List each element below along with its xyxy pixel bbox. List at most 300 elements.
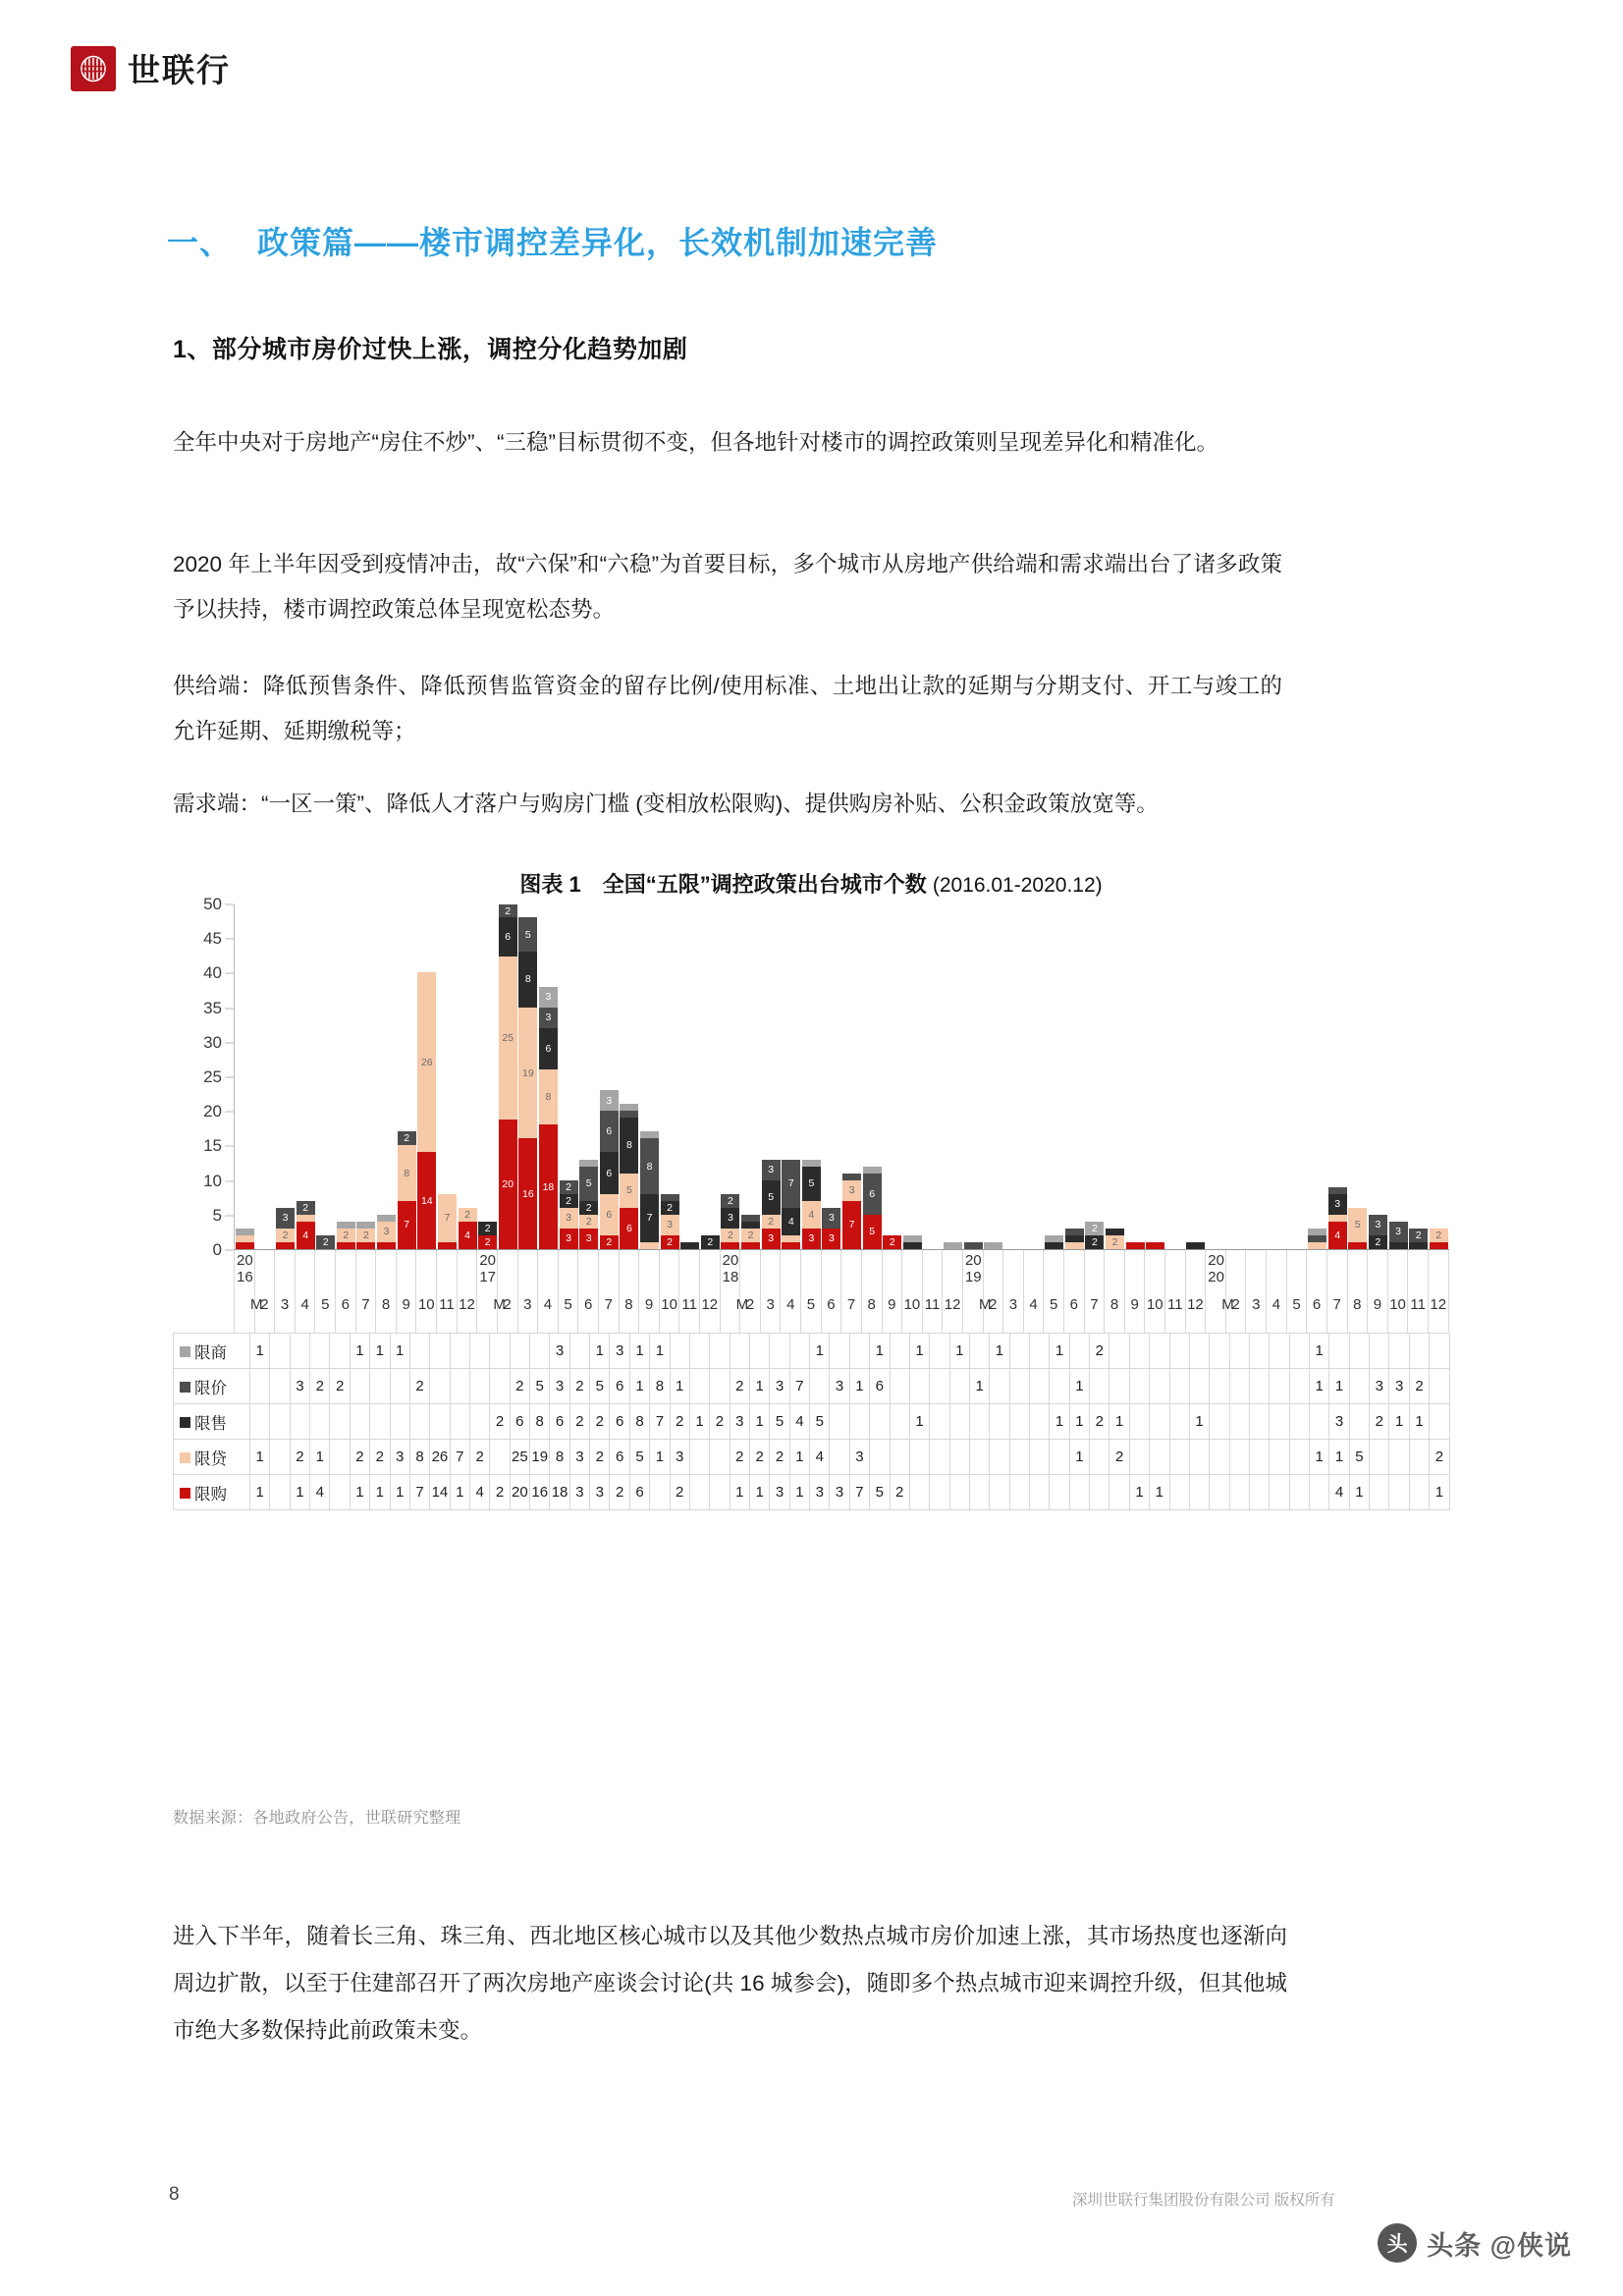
- legend-swatch-icon: [180, 1382, 190, 1393]
- table-cell: 1: [250, 1475, 270, 1510]
- bar-value-label: 19: [521, 1066, 534, 1079]
- bar-column: [1429, 904, 1449, 1249]
- x-axis-month-label: 6: [1069, 1296, 1078, 1313]
- table-cell: [1169, 1369, 1189, 1404]
- table-cell: [1210, 1475, 1229, 1510]
- table-cell: [1069, 1475, 1089, 1510]
- bar-segment: [741, 1215, 760, 1222]
- table-cell: [1310, 1404, 1329, 1440]
- bar-segment: [518, 952, 537, 1007]
- x-axis-month-label: 10: [1389, 1296, 1406, 1313]
- paragraph-2: 2020 年上半年因受到疫情冲击，故“六保”和“六稳”为首要目标，多个城市从房地产供给端和需求端出台了诸多政策予以扶持，楼市调控政策总体呈现宽松态势。: [173, 552, 1282, 622]
- bar-column: [984, 904, 1004, 1249]
- table-cell: [810, 1369, 830, 1404]
- table-cell: 1: [749, 1475, 769, 1510]
- table-cell: [430, 1334, 450, 1369]
- table-cell: 1: [390, 1475, 409, 1510]
- bar-value-label: 3: [606, 1094, 613, 1107]
- table-cell: [1389, 1334, 1409, 1369]
- table-row-label-text: 限贷: [194, 1449, 227, 1468]
- figure-1: [173, 868, 1449, 1510]
- x-axis-month-label: 7: [361, 1296, 370, 1313]
- x-axis-month-label: 10: [661, 1296, 677, 1313]
- table-cell: 4: [469, 1475, 489, 1510]
- table-cell: 4: [810, 1440, 830, 1475]
- bar-segment: [782, 1242, 800, 1249]
- bar-segment: [762, 1215, 781, 1229]
- x-axis-month-label: 7: [846, 1296, 856, 1313]
- bar-value-label: 5: [768, 1190, 775, 1203]
- y-axis-tick-mark: [225, 904, 234, 905]
- table-cell: 2: [290, 1440, 309, 1475]
- x-axis-month-label: 2: [745, 1296, 755, 1313]
- x-axis-month-cell: [963, 1250, 992, 1333]
- bar-segment: [438, 1242, 457, 1249]
- x-axis-month-cell: [498, 1250, 518, 1333]
- bar-column: [498, 904, 518, 1249]
- table-cell: [1189, 1440, 1209, 1475]
- table-row: [174, 1404, 1450, 1440]
- bar-segment: [398, 1201, 416, 1249]
- bar-segment: [356, 1229, 375, 1242]
- bar-value-label: 2: [889, 1235, 895, 1248]
- bar-segment: [1328, 1222, 1347, 1249]
- x-axis-month-label: 4: [1271, 1296, 1281, 1313]
- table-cell: [650, 1475, 670, 1510]
- table-cell: [909, 1475, 929, 1510]
- table-cell: 5: [870, 1475, 890, 1510]
- table-cell: [830, 1334, 849, 1369]
- bar-value-label: 7: [646, 1212, 653, 1225]
- table-cell: [870, 1404, 890, 1440]
- bar-segment: [377, 1215, 396, 1222]
- table-cell: 1: [450, 1475, 469, 1510]
- bar-value-label: 3: [1334, 1198, 1341, 1210]
- table-cell: [490, 1369, 510, 1404]
- y-axis-tick-mark: [225, 973, 234, 974]
- table-cell: 3: [550, 1369, 569, 1404]
- bar-value-label: 2: [606, 1235, 613, 1248]
- y-axis-tick-label: 0: [212, 1240, 222, 1259]
- table-cell: 1: [730, 1475, 749, 1510]
- table-cell: 3: [1329, 1404, 1349, 1440]
- x-axis-month-cell: [1408, 1250, 1429, 1333]
- bar-column: [902, 904, 923, 1249]
- table-cell: [330, 1334, 350, 1369]
- table-cell: 4: [310, 1475, 330, 1510]
- x-axis-month-label: 9: [1373, 1296, 1382, 1313]
- table-cell: 8: [530, 1404, 550, 1440]
- table-cell: 1: [350, 1475, 369, 1510]
- x-axis-month-cell: [700, 1250, 721, 1333]
- table-cell: [1329, 1334, 1349, 1369]
- table-cell: [1050, 1475, 1069, 1510]
- table-cell: 2: [1430, 1440, 1449, 1475]
- bar-segment: [1106, 1229, 1124, 1235]
- bar-value-label: 3: [768, 1163, 775, 1175]
- table-cell: 2: [370, 1440, 390, 1475]
- table-cell: [270, 1440, 290, 1475]
- x-axis-month-label: 8: [624, 1296, 633, 1313]
- x-axis-month-cell: [943, 1250, 963, 1333]
- y-axis-tick-label: 20: [203, 1102, 222, 1121]
- bar-segment: [1328, 1194, 1347, 1215]
- table-cell: 1: [629, 1369, 649, 1404]
- bar-value-label: 2: [282, 1229, 289, 1241]
- bar-segment: [579, 1201, 598, 1215]
- bar-column: [1388, 904, 1409, 1249]
- table-row: [174, 1334, 1450, 1369]
- bar-column: [1145, 904, 1165, 1249]
- table-cell: [890, 1440, 909, 1475]
- table-cell: 2: [330, 1369, 350, 1404]
- bar-segment: [1045, 1235, 1063, 1242]
- bar-value-label: 7: [787, 1176, 794, 1189]
- bar-value-label: 2: [484, 1222, 491, 1234]
- bar-column: [679, 904, 700, 1249]
- table-row-label: [174, 1369, 250, 1404]
- table-cell: 1: [749, 1404, 769, 1440]
- y-axis-tick-label: 15: [203, 1136, 222, 1156]
- bar-segment: [741, 1229, 760, 1242]
- bar-segment: [316, 1235, 335, 1249]
- table-cell: [350, 1369, 369, 1404]
- bar-column: [376, 904, 397, 1249]
- table-cell: [469, 1369, 489, 1404]
- table-cell: [1169, 1334, 1189, 1369]
- x-axis-month-cell: [1348, 1250, 1369, 1333]
- y-axis-tick-mark: [225, 1180, 234, 1181]
- bar-segment: [903, 1242, 922, 1249]
- bar-segment: [822, 1229, 840, 1249]
- table-cell: 20: [510, 1475, 529, 1510]
- bar-segment: [863, 1215, 882, 1249]
- table-cell: [1409, 1440, 1429, 1475]
- table-cell: 1: [749, 1369, 769, 1404]
- bar-value-label: 2: [728, 1229, 733, 1241]
- table-cell: 2: [469, 1440, 489, 1475]
- table-cell: [1129, 1440, 1149, 1475]
- table-cell: [1210, 1369, 1229, 1404]
- table-cell: [1030, 1475, 1050, 1510]
- bar-value-label: 2: [302, 1201, 309, 1214]
- table-cell: [1050, 1369, 1069, 1404]
- table-cell: [409, 1334, 429, 1369]
- table-row-label: [174, 1475, 250, 1510]
- bar-segment: [782, 1160, 800, 1208]
- x-axis-year-label: 20 19: [964, 1252, 982, 1285]
- x-axis-month-cell: [740, 1250, 761, 1333]
- bar-segment: [721, 1229, 739, 1242]
- bar-segment: [539, 1069, 558, 1124]
- x-axis-month-label: 12: [701, 1296, 719, 1313]
- bar-segment: [1146, 1242, 1164, 1249]
- bar-value-label: 8: [545, 1090, 552, 1103]
- bar-segment: [579, 1229, 598, 1249]
- table-cell: [409, 1404, 429, 1440]
- table-cell: 2: [590, 1404, 610, 1440]
- bar-column: [1408, 904, 1429, 1249]
- table-cell: 5: [530, 1369, 550, 1404]
- bar-column: [700, 904, 721, 1249]
- bar-segment: [762, 1180, 781, 1215]
- section-number: 一、: [167, 225, 233, 260]
- bar-segment: [741, 1242, 760, 1249]
- table-cell: 2: [1409, 1369, 1429, 1404]
- table-cell: 1: [650, 1440, 670, 1475]
- bar-segment: [620, 1118, 638, 1173]
- bar-segment: [518, 1138, 537, 1249]
- x-axis-month-label: 8: [1109, 1296, 1119, 1313]
- table-cell: [1090, 1369, 1109, 1404]
- table-cell: [1210, 1440, 1229, 1475]
- table-cell: [1229, 1440, 1249, 1475]
- bar-value-label: 25: [502, 1031, 514, 1044]
- x-axis-month-cell: [984, 1250, 1004, 1333]
- bar-value-label: 2: [566, 1180, 571, 1193]
- bar-value-label: 2: [1091, 1235, 1098, 1248]
- table-cell: [909, 1440, 929, 1475]
- table-cell: [330, 1404, 350, 1440]
- bar-segment: [499, 904, 517, 917]
- table-cell: [1109, 1369, 1129, 1404]
- table-cell: [1229, 1404, 1249, 1440]
- page-title: [167, 218, 938, 263]
- x-axis-month-cell: [1003, 1250, 1024, 1333]
- x-axis-month-label: 2: [1231, 1296, 1240, 1313]
- table-cell: 3: [590, 1475, 610, 1510]
- x-axis-month-cell: [1105, 1250, 1125, 1333]
- table-cell: [1169, 1475, 1189, 1510]
- x-axis-month-cell: [356, 1250, 377, 1333]
- bar-value-label: 8: [404, 1167, 410, 1179]
- paragraph-3: 供给端：降低预售条件、降低预售监管资金的留存比例/使用标准、土地出让款的延期与分期支付、开工与竣工的允许延期、延期缴税等；: [173, 674, 1282, 743]
- bar-segment: [802, 1201, 821, 1229]
- table-cell: [689, 1369, 709, 1404]
- table-cell: 1: [370, 1475, 390, 1510]
- table-cell: 1: [290, 1475, 309, 1510]
- table-cell: 1: [310, 1440, 330, 1475]
- bar-segment: [640, 1131, 659, 1138]
- table-cell: [310, 1404, 330, 1440]
- table-cell: 1: [1409, 1404, 1429, 1440]
- table-cell: [530, 1334, 550, 1369]
- legend-swatch-icon: [180, 1488, 190, 1499]
- bar-column: [781, 904, 801, 1249]
- bar-column: [1186, 904, 1207, 1249]
- bar-segment: [1106, 1235, 1124, 1249]
- table-cell: 2: [490, 1404, 510, 1440]
- x-axis-month-label: 11: [1410, 1296, 1426, 1313]
- bar-segment: [579, 1167, 598, 1201]
- table-cell: 1: [670, 1369, 689, 1404]
- table-cell: [1109, 1475, 1129, 1510]
- table-cell: [250, 1404, 270, 1440]
- paragraph-4: 需求端：“一区一策”、降低人才落户与购房门槛 (变相放松限购)、提供购房补贴、公积金政策放宽等。: [173, 792, 1159, 816]
- table-cell: 1: [909, 1334, 929, 1369]
- bar-segment: [398, 1131, 416, 1145]
- bar-segment: [560, 1208, 578, 1229]
- bar-segment: [762, 1160, 781, 1180]
- bar-segment: [478, 1222, 497, 1235]
- bar-segment: [356, 1222, 375, 1229]
- y-axis-tick-label: 45: [203, 929, 222, 949]
- table-cell: 3: [290, 1369, 309, 1404]
- bar-value-label: 6: [625, 1222, 632, 1234]
- bar-segment: [680, 1242, 699, 1249]
- x-axis-month-label: 3: [280, 1296, 290, 1313]
- bar-segment: [377, 1242, 396, 1249]
- x-axis-month-cell: [1125, 1250, 1146, 1333]
- table-cell: 1: [849, 1369, 869, 1404]
- table-cell: 1: [1069, 1404, 1089, 1440]
- bar-column: [518, 904, 539, 1249]
- bar-value-label: 4: [808, 1208, 815, 1221]
- bar-value-label: 8: [646, 1160, 653, 1173]
- table-cell: 3: [730, 1404, 749, 1440]
- table-cell: [1150, 1440, 1169, 1475]
- figure-caption-range: (2016.01-2020.12): [932, 874, 1103, 897]
- table-cell: [350, 1404, 369, 1440]
- table-cell: 5: [629, 1440, 649, 1475]
- watermark-logo-icon: 头: [1378, 2223, 1417, 2263]
- table-cell: [710, 1440, 730, 1475]
- table-cell: 2: [1090, 1334, 1109, 1369]
- legend-swatch-icon: [180, 1452, 190, 1463]
- x-axis-month-label: 6: [583, 1296, 593, 1313]
- x-axis-month-label: 4: [1029, 1296, 1038, 1313]
- table-cell: [1249, 1404, 1269, 1440]
- table-cell: [1150, 1404, 1169, 1440]
- bar-value-label: 2: [667, 1235, 674, 1248]
- table-cell: [469, 1334, 489, 1369]
- table-cell: [1289, 1404, 1309, 1440]
- x-axis-month-label: 9: [402, 1296, 410, 1313]
- table-cell: [1090, 1475, 1109, 1510]
- x-axis-month-label: 6: [341, 1296, 351, 1313]
- bar-segment: [276, 1229, 295, 1242]
- x-axis-month-cell: [1388, 1250, 1409, 1333]
- table-cell: 4: [1329, 1475, 1349, 1510]
- section-title-text: 政策篇——楼市调控差异化，长效机制加速完善: [257, 225, 939, 260]
- table-cell: 1: [1150, 1475, 1169, 1510]
- bar-value-label: 3: [282, 1212, 289, 1225]
- bar-column: [883, 904, 903, 1249]
- table-row-label-text: 限售: [194, 1414, 227, 1433]
- x-axis-month-cell: [1226, 1250, 1247, 1333]
- bar-value-label: 4: [464, 1229, 470, 1241]
- table-cell: 2: [409, 1369, 429, 1404]
- bar-segment: [1308, 1235, 1326, 1242]
- table-cell: 1: [969, 1369, 989, 1404]
- table-cell: 5: [590, 1369, 610, 1404]
- x-axis-month-label: 4: [786, 1296, 795, 1313]
- table-cell: [569, 1334, 589, 1369]
- table-cell: 1: [390, 1334, 409, 1369]
- table-cell: 26: [430, 1440, 450, 1475]
- bar-value-label: 4: [302, 1229, 309, 1241]
- bar-value-label: 2: [1435, 1229, 1442, 1241]
- table-cell: 7: [409, 1475, 429, 1510]
- subsection-title: 1、部分城市房价过快上涨，调控分化趋势加剧: [173, 336, 688, 363]
- table-cell: [1310, 1475, 1329, 1510]
- table-cell: 1: [1050, 1404, 1069, 1440]
- bar-segment: [842, 1201, 861, 1249]
- x-axis-month-cell: [1186, 1250, 1207, 1333]
- table-cell: 4: [789, 1404, 809, 1440]
- bar-column: [538, 904, 559, 1249]
- table-cell: [1169, 1440, 1189, 1475]
- x-axis-month-cell: [1044, 1250, 1064, 1333]
- table-cell: [990, 1475, 1009, 1510]
- table-cell: 6: [610, 1404, 629, 1440]
- bar-segment: [762, 1229, 781, 1249]
- table-cell: [490, 1440, 510, 1475]
- table-cell: 7: [849, 1475, 869, 1510]
- bar-value-label: 4: [1334, 1229, 1341, 1241]
- bar-segment: [620, 1111, 638, 1118]
- bar-segment: [944, 1242, 962, 1249]
- y-axis-tick-mark: [225, 1112, 234, 1113]
- table-cell: [1430, 1334, 1449, 1369]
- bar-column: [458, 904, 478, 1249]
- bar-column: [620, 904, 640, 1249]
- x-axis-month-label: 10: [417, 1296, 435, 1313]
- bar-segment: [721, 1242, 739, 1249]
- table-cell: [270, 1475, 290, 1510]
- x-axis-month-label: 7: [1090, 1296, 1099, 1313]
- bar-segment: [236, 1235, 254, 1242]
- bar-value-label: 2: [1091, 1222, 1098, 1234]
- table-cell: [849, 1334, 869, 1369]
- x-axis-month-label: M: [735, 1296, 749, 1313]
- table-cell: [710, 1475, 730, 1510]
- bar-segment: [661, 1235, 679, 1249]
- table-row-label: [174, 1440, 250, 1475]
- x-axis-month-label: 6: [1312, 1296, 1322, 1313]
- bar-value-label: 2: [747, 1229, 754, 1241]
- figure-data-table: [173, 1333, 1450, 1510]
- bar-value-label: 2: [1415, 1229, 1422, 1241]
- x-axis-month-label: M: [493, 1296, 506, 1313]
- x-axis-month-cell: [1165, 1250, 1186, 1333]
- bar-column: [235, 904, 255, 1249]
- bar-segment: [1409, 1229, 1428, 1242]
- brand-logo-mark: [71, 46, 116, 91]
- bar-segment: [802, 1167, 821, 1201]
- table-cell: [969, 1334, 989, 1369]
- x-axis-month-cell: [416, 1250, 437, 1333]
- table-cell: 1: [1349, 1475, 1369, 1510]
- x-axis-labels: [234, 1250, 1449, 1333]
- table-cell: [1009, 1475, 1029, 1510]
- table-cell: [1129, 1369, 1149, 1404]
- table-cell: [930, 1334, 949, 1369]
- table-cell: [1090, 1440, 1109, 1475]
- bar-segment: [539, 987, 558, 1008]
- bar-segment: [964, 1242, 983, 1249]
- bar-value-label: 2: [768, 1215, 775, 1228]
- bar-column: [1307, 904, 1327, 1249]
- table-cell: [969, 1440, 989, 1475]
- table-cell: 5: [810, 1404, 830, 1440]
- table-cell: [1189, 1369, 1209, 1404]
- bar-segment: [236, 1229, 254, 1235]
- x-axis-month-label: 5: [321, 1296, 330, 1313]
- table-cell: [290, 1404, 309, 1440]
- table-cell: 3: [830, 1475, 849, 1510]
- x-axis-month-label: 5: [1050, 1296, 1058, 1313]
